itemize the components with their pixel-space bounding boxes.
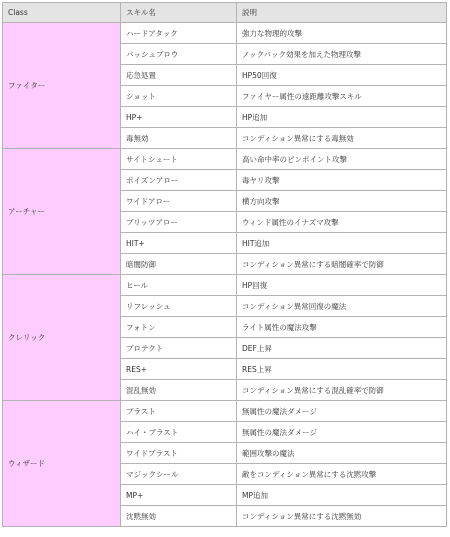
skill-description-cell: 強力な物理的攻撃 <box>237 23 447 44</box>
skill-name-cell: 沈黙無効 <box>121 506 237 527</box>
skill-name-cell: ワイドアロー <box>121 191 237 212</box>
skill-name-cell: フォトン <box>121 317 237 338</box>
table-row <box>3 149 447 170</box>
skill-name-cell: ハードアタック <box>121 23 237 44</box>
header-description: 説明 <box>237 3 447 23</box>
skill-description-cell: HP追加 <box>237 107 447 128</box>
skill-description-cell: HP50回復 <box>237 65 447 86</box>
skill-description-cell: ウィンド属性のイナズマ攻撃 <box>237 212 447 233</box>
skill-description-cell: コンディション異常にする暗闇確率で防御 <box>237 254 447 275</box>
skill-description-cell: コンディション異常にする混乱確率で防御 <box>237 380 447 401</box>
skill-name-cell: ブリッツアロー <box>121 212 237 233</box>
skill-description-cell: 無属性の魔法ダメージ <box>237 422 447 443</box>
skill-name-cell: サイトシュート <box>121 149 237 170</box>
skill-name-cell: マジックシール <box>121 464 237 485</box>
skill-name-cell: HP+ <box>121 107 237 128</box>
class-cell: ウィザード <box>3 401 121 527</box>
table-row <box>3 401 447 422</box>
class-cell: アーチャー <box>3 149 121 275</box>
class-cell: クレリック <box>3 275 121 401</box>
skill-table <box>2 2 447 527</box>
skill-description-cell: ライト属性の魔法攻撃 <box>237 317 447 338</box>
skill-name-cell: ポイズンアロー <box>121 170 237 191</box>
skill-description-cell: コンディション異常にする沈黙無効 <box>237 506 447 527</box>
skill-name-cell: ハイ・ブラスト <box>121 422 237 443</box>
skill-description-cell: コンディション異常回復の魔法 <box>237 296 447 317</box>
skill-name-cell: ヒール <box>121 275 237 296</box>
skill-description-cell: ノックバック効果を加えた物理攻撃 <box>237 44 447 65</box>
skill-name-cell: プロテクト <box>121 338 237 359</box>
header-skill-name: スキル名 <box>121 3 237 23</box>
skill-name-cell: リフレッシュ <box>121 296 237 317</box>
skill-description-cell: DEF上昇 <box>237 338 447 359</box>
skill-name-cell: 混乱無効 <box>121 380 237 401</box>
class-cell: ファイター <box>3 23 121 149</box>
skill-description-cell: 敵をコンディション異常にする沈黙攻撃 <box>237 464 447 485</box>
header-row <box>3 3 447 23</box>
skill-description-cell: コンディション異常にする毒無効 <box>237 128 447 149</box>
skill-description-cell: HIT追加 <box>237 233 447 254</box>
skill-description-cell: 毒ヤリ攻撃 <box>237 170 447 191</box>
skill-description-cell: ファイヤー属性の遠距離攻撃スキル <box>237 86 447 107</box>
skill-description-cell: 無属性の魔法ダメージ <box>237 401 447 422</box>
skill-description-cell: MP追加 <box>237 485 447 506</box>
skill-description-cell: HP回復 <box>237 275 447 296</box>
header-class: Class <box>3 3 121 23</box>
table-row <box>3 23 447 44</box>
skill-description-cell: RES上昇 <box>237 359 447 380</box>
skill-name-cell: HIT+ <box>121 233 237 254</box>
skill-description-cell: 範囲攻撃の魔法 <box>237 443 447 464</box>
skill-description-cell: 高い命中率のピンポイント攻撃 <box>237 149 447 170</box>
skill-name-cell: 応急処置 <box>121 65 237 86</box>
skill-name-cell: バッシュブロウ <box>121 44 237 65</box>
skill-name-cell: RES+ <box>121 359 237 380</box>
skill-name-cell: 毒無効 <box>121 128 237 149</box>
skill-name-cell: 暗闇防御 <box>121 254 237 275</box>
skill-description-cell: 横方向攻撃 <box>237 191 447 212</box>
skill-table-body <box>3 23 447 527</box>
skill-name-cell: ショット <box>121 86 237 107</box>
skill-name-cell: MP+ <box>121 485 237 506</box>
skill-name-cell: ブラスト <box>121 401 237 422</box>
skill-name-cell: ワイドブラスト <box>121 443 237 464</box>
table-row <box>3 275 447 296</box>
